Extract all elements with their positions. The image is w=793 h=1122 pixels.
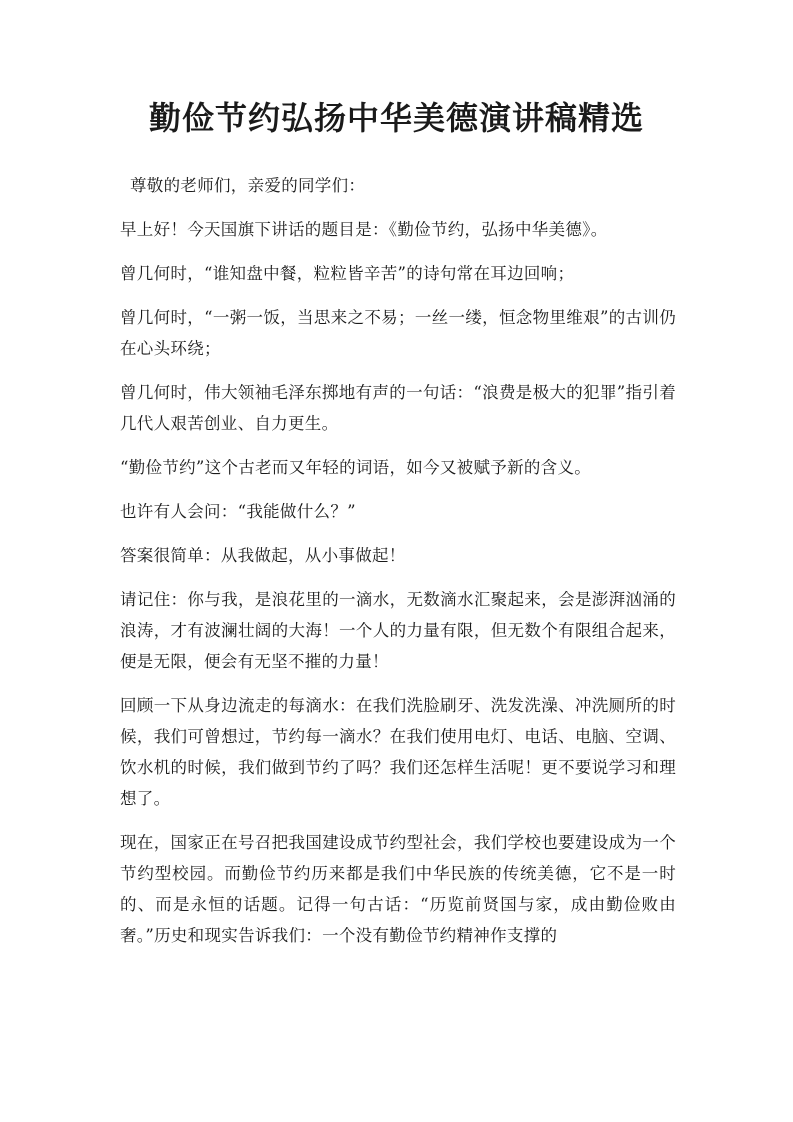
- paragraph-greeting: 尊敬的老师们，亲爱的同学们：: [130, 176, 366, 195]
- document-title: 勤俭节约弘扬中华美德演讲稿精选: [148, 99, 644, 137]
- paragraph-new-meaning: “勤俭节约”这个古老而又年轻的词语，如今又被赋予新的含义。: [120, 458, 592, 477]
- paragraph-water-saving: 回顾一下从身边流走的每滴水：在我们洗脸刷牙、洗发洗澡、冲洗厕所的时候，我们可曾想过，节约每一滴水？在我们使用电灯、电话、电脑、空调、饮水机的时候，我们做到节约了吗？我们还怎样生活呢！更不要说学习和理想了。: [120, 696, 676, 808]
- paragraph-question: 也许有人会问：“我能做什么？”: [120, 502, 356, 521]
- paragraph-remember: 请记住：你与我，是浪花里的一滴水，无数滴水汇聚起来，会是澎湃汹涌的浪涛，才有波澜壮阔的大海！一个人的力量有限，但无数个有限组合起来，便是无限，便会有无坚不摧的力量！: [120, 590, 676, 671]
- paragraph-conservation-society: 现在，国家正在号召把我国建设成节约型社会，我们学校也要建设成为一个节约型校园。而勤俭节约历来都是我们中华民族的传统美德，它不是一时的、而是永恒的话题。记得一句古话：“历览前贤国与家，成由勤俭败由奢。”历史和现实告诉我们：一个没有勤俭节约精神作支撑的: [120, 833, 676, 945]
- paragraph-mao-quote: 曾几何时，伟大领袖毛泽东掷地有声的一句话：“浪费是极大的犯罪”指引着几代人艰苦创业、自力更生。: [120, 383, 676, 433]
- paragraph-poem-quote: 曾几何时，“谁知盘中餐，粒粒皆辛苦”的诗句常在耳边回响；: [120, 264, 575, 283]
- paragraph-ancient-motto: 曾几何时，“一粥一饭，当思来之不易；一丝一缕，恒念物里维艰”的古训仍在心头环绕；: [120, 308, 676, 358]
- paragraph-opening: 早上好！今天国旗下讲话的题目是：《勤俭节约，弘扬中华美德》。: [120, 220, 608, 239]
- paragraph-answer: 答案很简单：从我做起，从小事做起！: [120, 546, 406, 565]
- document-body: [120, 170, 676, 964]
